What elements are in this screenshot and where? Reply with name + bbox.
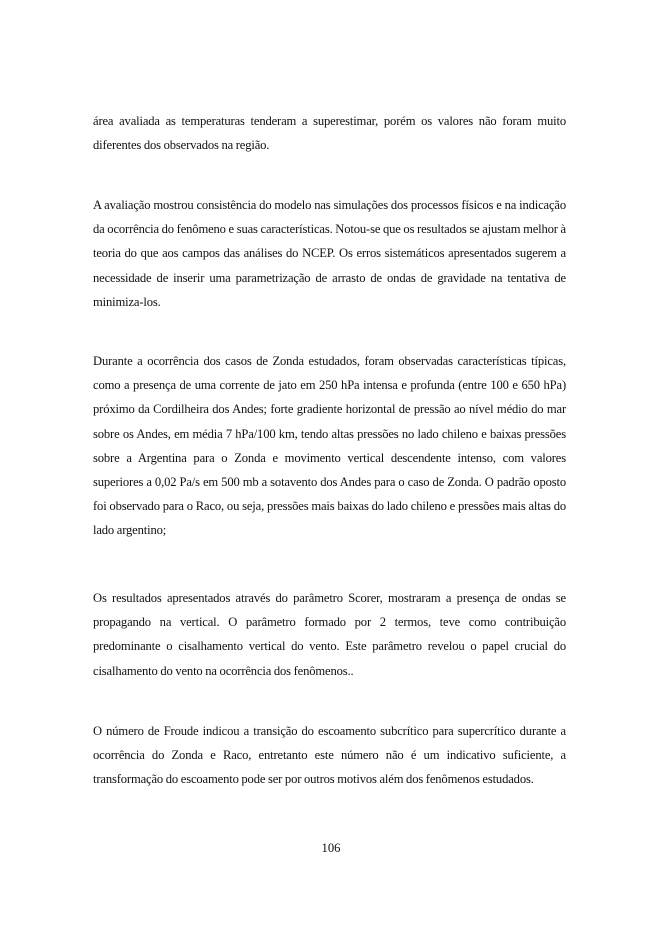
paragraph-froude-number: O número de Froude indicou a transição do escoamento subcrítico para supercrítico durante a ocorrência do Zonda e Raco, entretanto este número não é um indicativo suficiente, a transformação do escoamento pode ser por outros motivos além dos fenômenos estudados. [93, 724, 566, 787]
paragraph-zonda-cases: Durante a ocorrência dos casos de Zonda estudados, foram observadas características típicas, como a presença de uma corrente de jato em 250 hPa intensa e profunda (entre 100 e 650 hPa) próximo da Cordilheira dos Andes; forte gradiente horizontal de pressão ao nível médio do mar sobre os Andes, em média 7 hPa/100 km, tendo altas pressões no lado chileno e baixas pressões sobre a Argentina para o Zonda e movimento vertical descendente intenso, com valores superiores a 0,02 Pa/s em 500 mb a sotavento dos Andes para o caso de Zonda. O padrão oposto foi observado para o Raco, ou seja, pressões mais baixas do lado chileno e pressões mais altas do lado argentino; [93, 354, 566, 538]
paragraph-temperature-evaluation: área avaliada as temperaturas tenderam a superestimar, porém os valores não foram muito diferentes dos observados na região. [93, 114, 566, 153]
page-number: 106 [321, 841, 341, 855]
paragraph-scorer-parameter: Os resultados apresentados através do parâmetro Scorer, mostraram a presença de ondas se propagando na vertical. O parâmetro formado por 2 termos, teve como contribuição predominante o cisalhamento vertical do vento. Este parâmetro revelou o papel crucial do cisalhamento do vento na ocorrência dos fenômenos.. [93, 591, 566, 678]
paragraph-model-evaluation: A avaliação mostrou consistência do modelo nas simulações dos processos físicos e na indicação da ocorrência do fenômeno e suas características. Notou-se que os resultados se ajustam melhor à teoria do que aos campos das análises do NCEP. Os erros sistemáticos apresentados sugerem a necessidade de inserir uma parametrização de arrasto de ondas de gravidade na tentativa de minimiza-los. [93, 198, 566, 309]
